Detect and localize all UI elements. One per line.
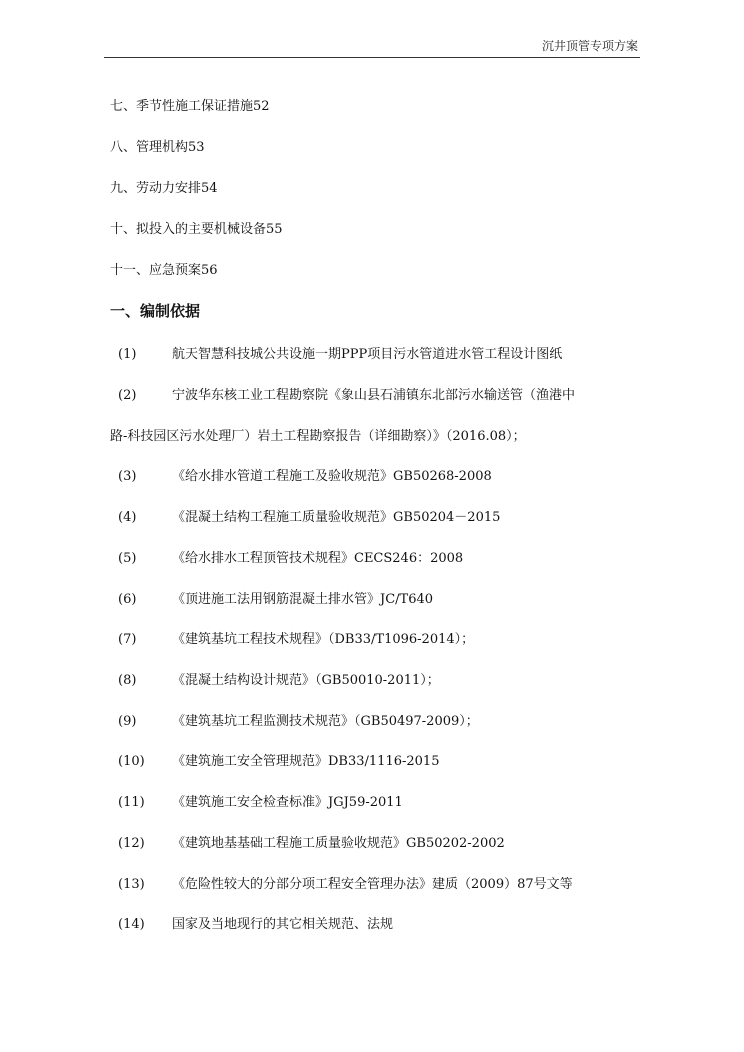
reference-number: (12)	[118, 836, 145, 851]
reference-text: 《建筑施工安全管理规范》DB33/1116-2015	[172, 754, 440, 769]
reference-number: (5)	[118, 551, 137, 566]
reference-item	[110, 671, 440, 691]
toc-item[interactable]: 十一、应急预案56	[110, 263, 218, 278]
reference-item	[110, 386, 575, 406]
reference-number: (4)	[118, 510, 137, 525]
reference-number: (9)	[118, 714, 137, 729]
toc-item[interactable]: 十、拟投入的主要机械设备55	[110, 222, 283, 237]
reference-number: (8)	[118, 673, 137, 688]
toc-item[interactable]: 九、劳动力安排54	[110, 181, 218, 196]
reference-item	[110, 875, 573, 895]
reference-number: (11)	[118, 795, 145, 810]
reference-text: 国家及当地现行的其它相关规范、法规	[172, 917, 394, 932]
reference-item	[110, 508, 500, 528]
reference-text: 《建筑施工安全检查标准》JGJ59-2011	[172, 795, 403, 810]
reference-text: 航天智慧科技城公共设施一期PPP项目污水管道进水管工程设计图纸	[172, 347, 563, 362]
reference-item	[110, 345, 562, 365]
reference-text: 《给水排水管道工程施工及验收规范》GB50268-2008	[172, 469, 492, 484]
header-divider	[104, 57, 640, 58]
reference-item	[110, 793, 403, 813]
reference-item	[110, 549, 463, 569]
header-title: 沉井顶管专项方案	[541, 39, 638, 53]
reference-number: (6)	[118, 592, 137, 607]
reference-number: (14)	[118, 917, 145, 932]
reference-item	[110, 712, 479, 732]
page-header	[0, 0, 744, 60]
reference-item	[110, 752, 439, 772]
reference-number: (7)	[118, 632, 137, 647]
reference-text: 《危险性较大的分部分项工程安全管理办法》建质（2009）87号文等	[172, 877, 573, 892]
reference-item	[110, 590, 433, 610]
reference-number: (2)	[118, 388, 137, 403]
reference-number: (10)	[118, 754, 145, 769]
reference-text: 《给水排水工程顶管技术规程》CECS246：2008	[172, 551, 464, 566]
reference-number: (3)	[118, 469, 137, 484]
reference-item	[110, 630, 474, 650]
toc-item[interactable]: 七、季节性施工保证措施52	[110, 99, 270, 114]
reference-number: (13)	[118, 877, 145, 892]
reference-item	[110, 467, 492, 487]
reference-item	[110, 915, 393, 935]
reference-item	[110, 834, 505, 854]
reference-text: 《混凝土结构设计规范》（GB50010-2011）；	[172, 673, 440, 688]
reference-text: 《建筑地基基础工程施工质量验收规范》GB50202-2002	[172, 836, 505, 851]
reference-text: 《建筑基坑工程监测技术规范》（GB50497-2009）；	[172, 714, 479, 729]
reference-number: (1)	[118, 347, 137, 362]
reference-text: 《顶进施工法用钢筋混凝土排水管》JC/T640	[172, 592, 434, 607]
reference-text: 《混凝土结构工程施工质量验收规范》GB50204－2015	[172, 510, 501, 525]
reference-text: 宁波华东核工业工程勘察院《象山县石浦镇东北部污水输送管（渔港中	[172, 388, 576, 403]
toc-item[interactable]: 八、管理机构53	[110, 140, 205, 155]
reference-text: 《建筑基坑工程技术规程》（DB33/T1096-2014）；	[172, 632, 475, 647]
reference-text-continued: 路-科技园区污水处理厂）岩土工程勘察报告（详细勘察）》（2016.08）；	[110, 429, 526, 444]
section-heading: 一、编制依据	[110, 302, 201, 320]
toc-list	[110, 97, 283, 302]
